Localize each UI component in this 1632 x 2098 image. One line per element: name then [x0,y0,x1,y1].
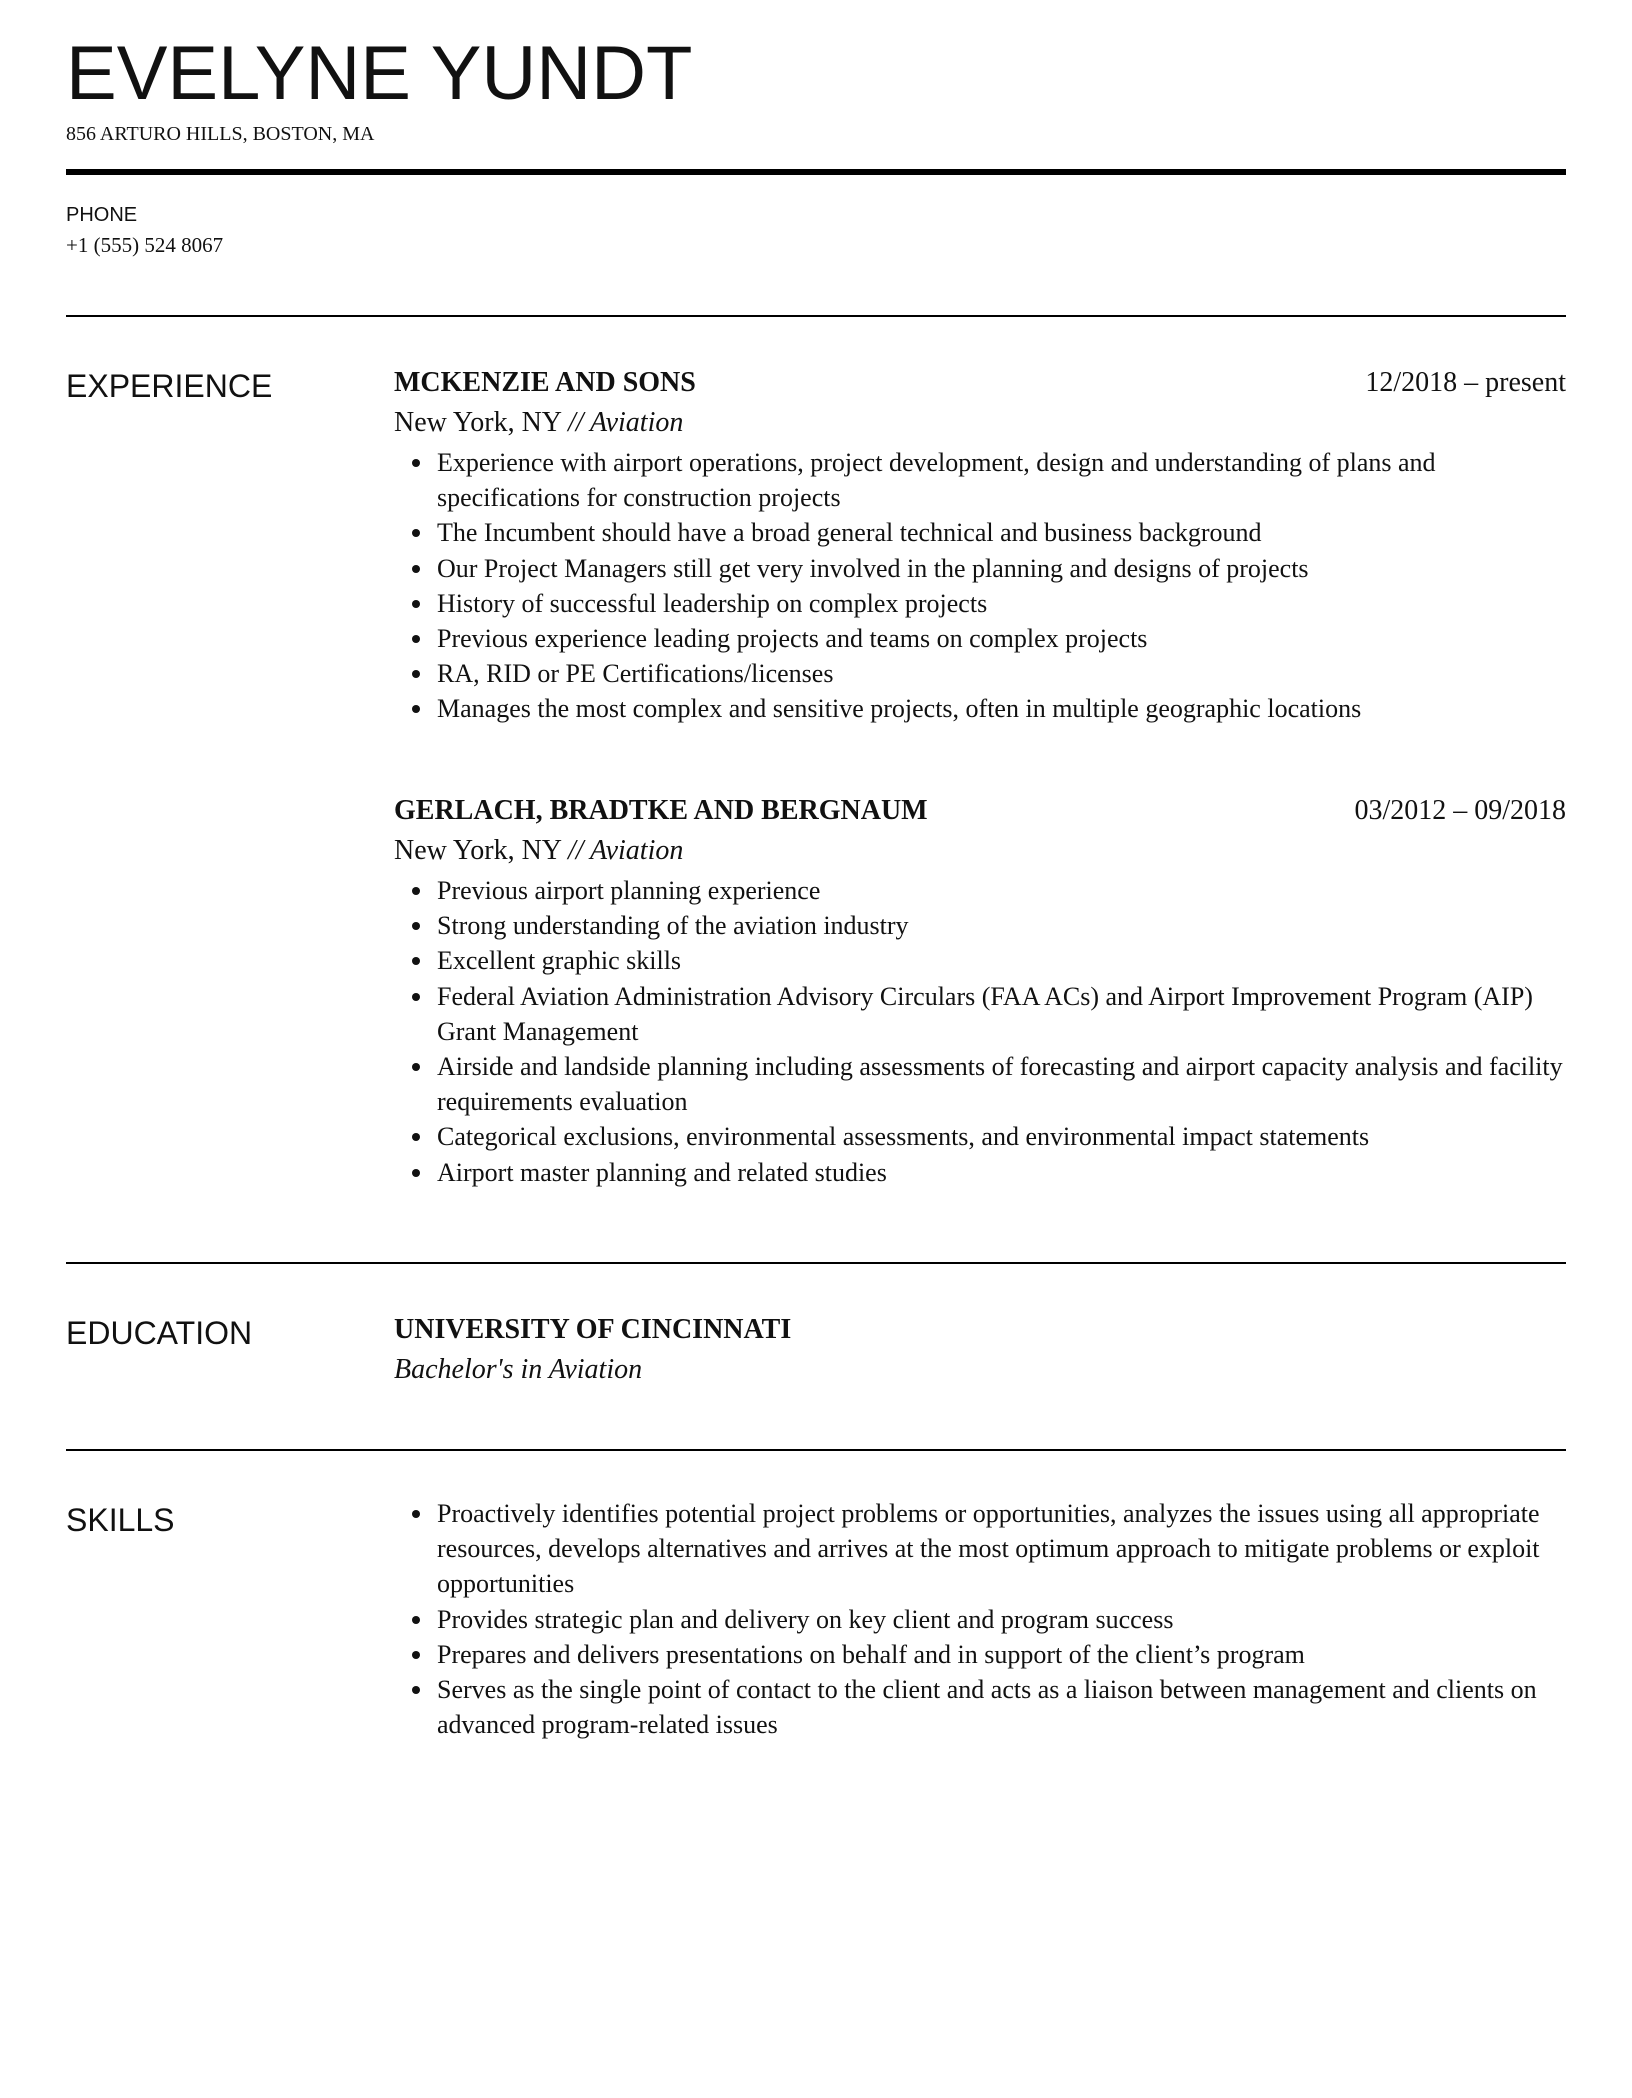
skills-divider [66,1449,1566,1451]
phone-label: PHONE [66,204,138,226]
degree-name: Bachelor's in Aviation [394,1354,643,1385]
job-dates: 12/2018 – present [1365,367,1566,398]
education-section-title: EDUCATION [66,1315,253,1351]
list-item [394,873,1566,908]
list-item [394,551,1566,586]
list-item-text: Strong understanding of the aviation industry [437,911,909,941]
bullet-icon [412,1133,420,1141]
list-item-text: Our Project Managers still get very involved in the planning and designs of projects [437,553,1309,583]
job-header [394,791,1566,831]
list-item-text: Airport master planning and related studies [437,1157,887,1187]
experience-section-title: EXPERIENCE [66,368,273,404]
list-item-text: Airside and landside planning including assessments of forecasting and airport capacity analysis and facility requirements evaluation [437,1052,1563,1117]
list-item-text: Federal Aviation Administration Advisory Circulars (FAA ACs) and Airport Improvement Program (AIP) Grant Management [437,981,1533,1046]
bullet-icon [412,705,420,713]
list-item-text: Provides strategic plan and delivery on key client and program success [437,1604,1174,1634]
bullet-icon [412,887,420,895]
list-item-text: Previous airport planning experience [437,876,821,905]
list-item [394,621,1566,656]
bullet-icon [412,1616,420,1624]
list-item-text: Experience with airport operations, project development, design and understanding of plans and specifications for construction projects [437,448,1436,513]
list-item [394,1602,1566,1637]
skills-list-container [394,1496,1566,1742]
candidate-address: 856 ARTURO HILLS, BOSTON, MA [66,123,375,145]
list-item [394,1049,1566,1119]
job-dates: 03/2012 – 09/2018 [1354,795,1566,826]
list-item-text: RA, RID or PE Certifications/licenses [437,659,834,689]
list-item [394,656,1566,691]
skills-section-title: SKILLS [66,1502,175,1538]
bullet-icon [412,1510,420,1518]
list-item [394,1155,1566,1190]
list-item [394,1119,1566,1154]
experience-job [394,791,1566,1190]
list-item-text: The Incumbent should have a broad general technical and business background [437,518,1262,548]
job-industry: // Aviation [567,835,684,866]
job-industry: // Aviation [567,407,684,438]
candidate-name: EVELYNE YUNDT [66,31,693,116]
job-header [394,363,1566,403]
job-location: New York, NY [394,835,561,866]
bullet-icon [412,600,420,608]
list-item-text: History of successful leadership on complex projects [437,588,988,618]
list-item [394,943,1566,978]
education-entry [394,1310,1566,1390]
bullet-icon [412,459,420,467]
list-item [394,586,1566,621]
list-item [394,979,1566,1049]
list-item-text: Previous experience leading projects and teams on complex projects [437,624,1148,654]
phone-value: +1 (555) 524 8067 [66,233,224,257]
bullet-icon [412,922,420,930]
experience-job [394,363,1566,727]
bullet-icon [412,529,420,537]
bullet-icon [412,957,420,965]
bullet-icon [412,1063,420,1071]
job-bullet-list [394,445,1566,727]
experience-divider [66,315,1566,317]
list-item [394,1637,1566,1672]
list-item-text: Excellent graphic skills [437,946,682,976]
list-item-text: Serves as the single point of contact to the client and acts as a liaison between management and clients on advanced program-related issues [437,1675,1537,1740]
bullet-icon [412,1686,420,1694]
list-item [394,1496,1566,1602]
company-name: GERLACH, BRADTKE AND BERGNAUM [394,795,928,826]
job-location-line [394,831,1566,871]
list-item [394,1672,1566,1742]
job-location-line [394,403,1566,443]
list-item [394,515,1566,550]
header-divider [66,169,1566,175]
bullet-icon [412,1169,420,1177]
education-divider [66,1262,1566,1264]
list-item [394,445,1566,515]
list-item-text: Manages the most complex and sensitive projects, often in multiple geographic locations [437,694,1362,724]
list-item-text: Proactively identifies potential project problems or opportunities, analyzes the issues using all appropriate resources, develops alternatives and arrives at the most optimum approach to mitigate problems or exploit opportunities [437,1499,1540,1599]
skills-bullet-list [394,1496,1566,1742]
school-name: UNIVERSITY OF CINCINNATI [394,1314,792,1345]
company-name: MCKENZIE AND SONS [394,367,696,398]
list-item-text: Categorical exclusions, environmental assessments, and environmental impact statements [437,1122,1370,1152]
list-item-text: Prepares and delivers presentations on behalf and in support of the client’s program [437,1639,1305,1669]
job-bullet-list [394,873,1566,1190]
bullet-icon [412,635,420,643]
bullet-icon [412,670,420,678]
list-item [394,908,1566,943]
bullet-icon [412,993,420,1001]
bullet-icon [412,565,420,573]
bullet-icon [412,1651,420,1659]
job-location: New York, NY [394,407,561,438]
list-item [394,691,1566,726]
